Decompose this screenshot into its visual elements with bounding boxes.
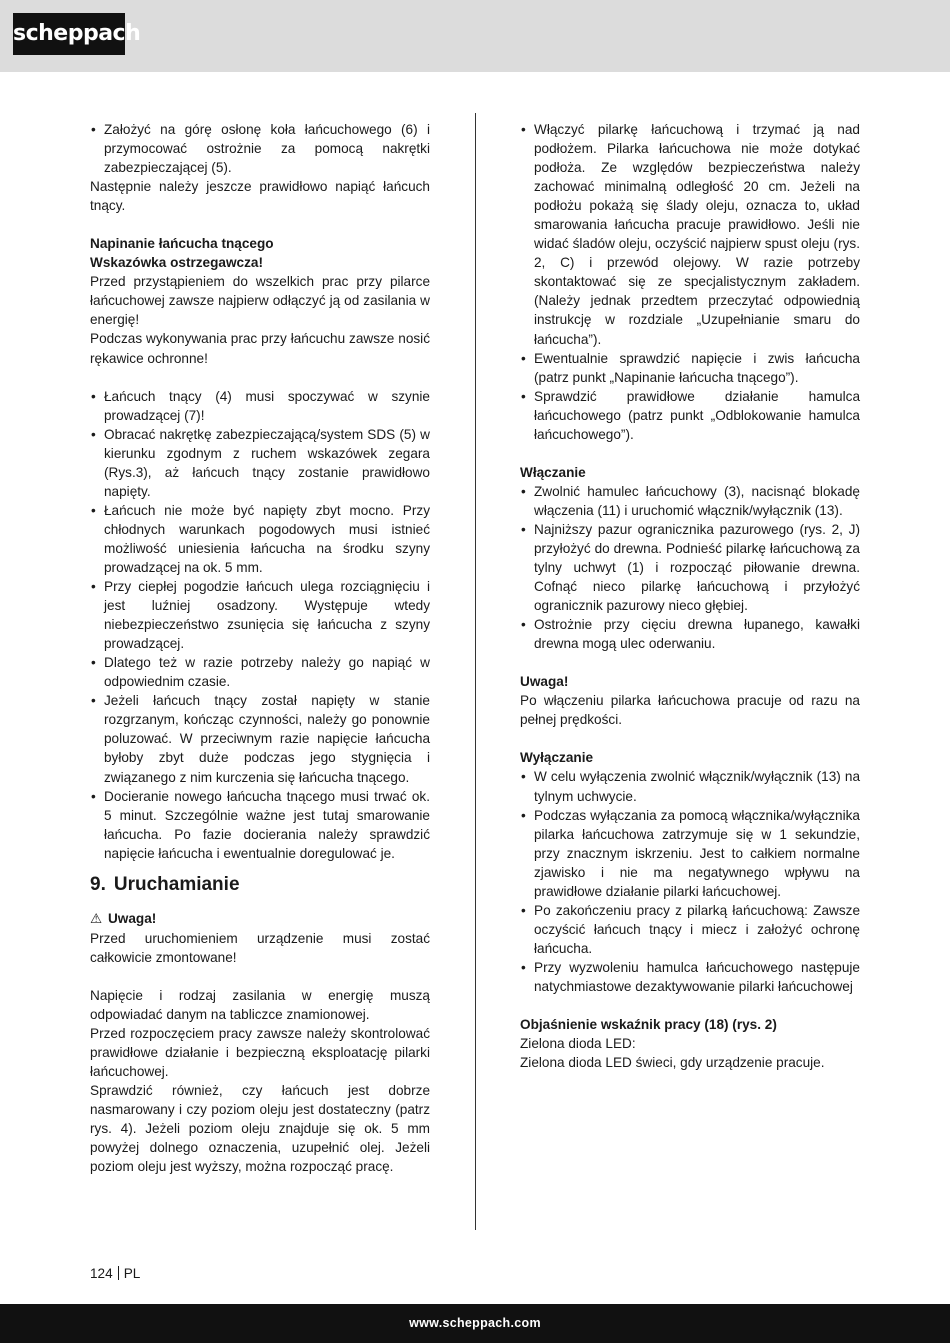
list-item: • Łańcuch nie może być napięty zbyt mocno. Przy chłodnych warunkach pogodowych musi istnieć możliwość uniesienia łańcucha na środku szyny prowadzącej na ok. 5 mm. bbox=[90, 501, 430, 577]
warning-triangle-icon: ⚠ bbox=[90, 910, 103, 927]
list-item: • Założyć na górę osłonę koła łańcuchowego (6) i przymocować ostrożnie za pomocą nakrętki zabezpieczającej (5). bbox=[90, 120, 430, 177]
scheppach-logo: scheppach bbox=[13, 13, 125, 55]
indicator-line: Zielona dioda LED: bbox=[520, 1036, 636, 1052]
column-divider bbox=[475, 113, 476, 1230]
list-item: • Obracać nakrętkę zabezpieczającą/system SDS (5) w kierunku zgodnym z ruchem wskazówek zegara (Rys.3), aż łańcuch tnący zostanie prawidłowo napięty. bbox=[90, 425, 430, 501]
tensioning-bullet-list bbox=[90, 387, 430, 863]
section-heading bbox=[90, 873, 430, 897]
list-item: • Zwolnić hamulec łańcuchowy (3), nacisnąć blokadę włączenia (11) i uruchomić włącznik/wyłącznik (13). bbox=[520, 482, 860, 520]
subheading-indicator: Objaśnienie wskaźnik pracy (18) (rys. 2) bbox=[520, 1017, 777, 1033]
list-item: • Sprawdzić prawidłowe działanie hamulca łańcuchowego (patrz punkt „Odblokowanie hamulca łańcuchowego”). bbox=[520, 387, 860, 444]
switching-off-bullet-list bbox=[520, 767, 860, 996]
paragraph: Przed rozpoczęciem pracy zawsze należy skontrolować prawidłowe działanie i bezpieczną eksploatację pilarki łańcuchowej. bbox=[90, 1025, 430, 1080]
check-bullet-list bbox=[520, 120, 860, 444]
note-heading: Uwaga! bbox=[520, 674, 569, 690]
indicator-line: Zielona dioda LED świeci, gdy urządzenie pracuje. bbox=[520, 1055, 825, 1071]
assembly-bullet-list bbox=[90, 120, 430, 177]
caution-paragraph: Przed uruchomieniem urządzenie musi zostać całkowicie zmontowane! bbox=[90, 930, 430, 965]
list-item: • Dlatego też w razie potrzeby należy go napiąć w odpowiednim czasie. bbox=[90, 653, 430, 691]
paragraph: Napięcie i rodzaj zasilania w energię muszą odpowiadać danym na tabliczce znamionowej. bbox=[90, 987, 430, 1022]
section-title: Uruchamianie bbox=[113, 873, 240, 895]
website-url: www.scheppach.com bbox=[409, 1316, 541, 1330]
note-paragraph: Po włączeniu pilarka łańcuchowa pracuje od razu na pełnej prędkości. bbox=[520, 693, 860, 728]
list-item: • Jeżeli łańcuch tnący został napięty w stanie rozgrzanym, kończąc czynności, należy go ponownie poluzować. W przeciwnym razie napięcie łańcucha byłoby zbyt duże podczas jego stygnięcia i związanego z nim kurczenia się łańcucha tnącego. bbox=[90, 691, 430, 786]
warning-heading: Wskazówka ostrzegawcza! bbox=[90, 255, 264, 271]
list-item: • Ostrożnie przy cięciu drewna łupanego, kawałki drewna mogą ulec oderwaniu. bbox=[520, 615, 860, 653]
list-item: • W celu wyłączenia zwolnić włącznik/wyłącznik (13) na tylnym uchwycie. bbox=[520, 767, 860, 805]
list-item: • Docieranie nowego łańcucha tnącego musi trwać ok. 5 minut. Szczególnie ważne jest tutaj smarowanie łańcucha. Po fazie docierania należy sprawdzić napięcie łańcucha i ewentualnie doregulować je. bbox=[90, 787, 430, 863]
page-header bbox=[0, 0, 950, 72]
subheading-switching-on: Włączanie bbox=[520, 464, 586, 480]
list-item: • Przy wyzwoleniu hamulca łańcuchowego następuje natychmiastowe dezaktywowanie pilarki łańcuchowej bbox=[520, 958, 860, 996]
section-number: 9. bbox=[90, 873, 106, 895]
gloves-paragraph: Podczas wykonywania prac przy łańcuchu zawsze nosić rękawice ochronne! bbox=[90, 331, 430, 366]
page-footer bbox=[0, 1304, 950, 1343]
warning-paragraph: Przed przystąpieniem do wszelkich prac przy pilarce łańcuchowej zawsze najpierw odłączyć ją od zasilania w energię! bbox=[90, 274, 430, 328]
subheading-tensioning: Napinanie łańcucha tnącego bbox=[90, 236, 274, 252]
paragraph: Sprawdzić również, czy łańcuch jest dobrze nasmarowany i czy poziom oleju jest dostateczny (patrz rys. 4). Jeżeli poziom oleju znajduje się ok. 5 mm powyżej dolnego oznaczenia, uzupełnić olej. Jeżeli poziom oleju jest wyższy, można rozpocząć pracę. bbox=[90, 1083, 430, 1175]
left-column bbox=[90, 120, 430, 1176]
caution-heading: ⚠ Uwaga! bbox=[90, 910, 157, 927]
list-item: • Przy ciepłej pogodzie łańcuch ulega rozciągnięciu i jest luźniej osadzony. Występuje wtedy niebezpieczeństwo zsunięcia się łańcucha z szyny prowadzącej. bbox=[90, 577, 430, 653]
list-item: • Ewentualnie sprawdzić napięcie i zwis łańcucha (patrz punkt „Napinanie łańcucha tnącego”). bbox=[520, 349, 860, 387]
page-number: 124 bbox=[90, 1266, 113, 1281]
subheading-switching-off: Wyłączanie bbox=[520, 750, 594, 766]
list-item: • Podczas wyłączania za pomocą włącznika/wyłącznika pilarka łańcuchowa zatrzymuje się w 1 sekundzie, przy znacznym iskrzeniu. Jest to całkiem normalne zjawisko i nie ma negatywnego wpływu na prawidłowe działanie pilarki łańcuchowej. bbox=[520, 806, 860, 901]
list-item: • Najniższy pazur ogranicznika pazurowego (rys. 2, J) przyłożyć do drewna. Podnieść pilarkę łańcuchową za tylny uchwyt (1) i rozpocząć piłowanie drewna. Cofnąć nieco pilarkę łańcuchową i przyłożyć ogranicznik pazurowy nieco głębiej. bbox=[520, 520, 860, 615]
list-item: • Po zakończeniu pracy z pilarką łańcuchową: Zawsze oczyścić łańcuch tnący i miecz i założyć ochronę łańcucha. bbox=[520, 901, 860, 958]
list-item: • Łańcuch tnący (4) musi spoczywać w szynie prowadzącej (7)! bbox=[90, 387, 430, 425]
list-item: • Włączyć pilarkę łańcuchową i trzymać ją nad podłożem. Pilarka łańcuchowa nie może dotykać podłoża. Ze względów bezpieczeństwa należy zachować minimalną odległość 20 cm. Jeżeli na podłożu pokażą się ślady oleju, oznacza to, układ smarowania łańcucha pracuje prawidłowo. Jeśli nie widać śladów oleju, oczyścić najpierw spust oleju (rys. 2, C) i przewód olejowy. W razie potrzeby skontaktować się ze specjalistycznym zakładem. (Należy jednak przedtem przeczytać odpowiednią instrukcję w rozdziale „Uzupełnianie smaru do łańcucha”). bbox=[520, 120, 860, 349]
language-code: PL bbox=[123, 1266, 141, 1281]
page-number-label bbox=[90, 1266, 140, 1281]
right-column bbox=[520, 120, 860, 1072]
paragraph: Następnie należy jeszcze prawidłowo napiąć łańcuch tnący. bbox=[90, 179, 430, 214]
switching-on-bullet-list bbox=[520, 482, 860, 653]
